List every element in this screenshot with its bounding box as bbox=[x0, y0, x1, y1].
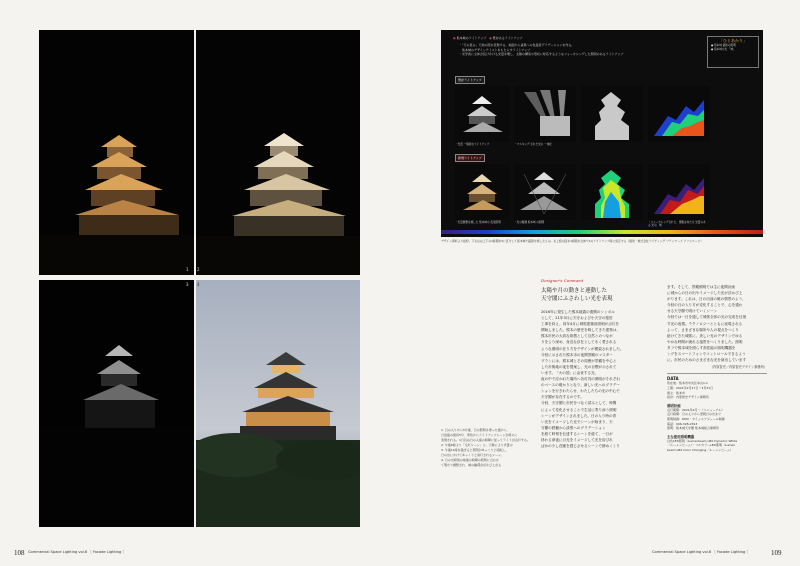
left-footer-text: Commercial Space Lighting vol.6 ［ Facade Lighting ］ bbox=[28, 550, 127, 554]
panel-top-label: 既存ライトアップ bbox=[455, 76, 485, 84]
fixtures-lines bbox=[667, 439, 767, 453]
lighting-line: 点灯時間：日の入りから翌朝日の出まで bbox=[667, 412, 722, 417]
diagram-bullets bbox=[459, 43, 699, 57]
right-line: がります。これは、日の出前の暁の情景のよう、 bbox=[667, 297, 746, 302]
comment-body bbox=[541, 309, 659, 449]
note-line-8: て明かり調整され、城の輪郭が浮かび上がる bbox=[441, 463, 502, 467]
comment-line: りをより深め、身近な存在として永く愛される bbox=[541, 340, 617, 345]
bullet-2: 熊本城のデザインテイストをもたらすライトアップ bbox=[459, 47, 531, 52]
fixture-line: ／ルーメンビーム）・フルカラーLED照明（Lumen bbox=[667, 443, 736, 448]
color-scale-bar bbox=[441, 230, 763, 234]
castle-2-illustration bbox=[196, 30, 360, 275]
note-line-6: 日の出にかけてゆっくりと消灯されるシーン。 bbox=[441, 453, 504, 457]
comment-line: ションを行きわたらせ、わたしたちの光の中心で bbox=[541, 389, 620, 394]
data-line: 工期：2021年2月17日〜3月31日 bbox=[667, 386, 714, 391]
data-line: 施主：熊本市 bbox=[667, 390, 686, 395]
comment-label: Designer's Comment bbox=[541, 278, 584, 283]
comment-line: のベースの明かりとなり、新しい光へのグラデー bbox=[541, 383, 620, 388]
note-line-3: 表現される。1日目は日の入後の時間に従ってライトが点灯する。 bbox=[441, 438, 530, 442]
panel-existing-heatmap bbox=[648, 86, 710, 142]
lighting-line: 照明：熊本城天守閣 熊本城総合事務所 bbox=[667, 426, 719, 431]
caption-b2: ・光の階調 熊本城 の照明 bbox=[514, 221, 545, 224]
legend-b: 既存あるライトアップ bbox=[492, 36, 523, 40]
right-line: に城からの日の出やイメージした光が浮かび上 bbox=[667, 291, 743, 296]
castle-3-illustration bbox=[39, 280, 194, 527]
right-column bbox=[667, 284, 767, 453]
panel-new-beams bbox=[514, 164, 576, 220]
caption-b3: ・フォーカシングされた、情報を持たせ 光量のある 光の、城 bbox=[648, 221, 706, 228]
right-column-body bbox=[667, 284, 767, 363]
note-line-7: 4. 日の出時刻の前後の時間の照明に合わせ bbox=[441, 458, 499, 462]
comment-line: 今回、天守閣と市民をつなぐ試みとして、時間 bbox=[541, 401, 617, 406]
lighting-heading: 照明計画 bbox=[667, 403, 681, 408]
castle-4-illustration bbox=[196, 280, 360, 527]
right-line: す光の表情。テクノロジーとともに表現される bbox=[667, 321, 743, 326]
photo-number-1: 1 bbox=[186, 267, 189, 272]
lighting-line: 点灯期間：2021年4月〜（リニューアル） bbox=[667, 407, 725, 412]
right-line: タフで熊本城を照らす高性能の照明機器を bbox=[667, 345, 736, 350]
comment-line: 開始しました。熊本の歴史を映してきた建物は、 bbox=[541, 328, 621, 333]
comment-line: ばかの少し荘厳を感じさせるシーンで締めくくり bbox=[541, 444, 620, 449]
castle-photo-1-night-warm bbox=[39, 30, 194, 275]
comment-line: い光をイメージした光でシーンが始まり、天 bbox=[541, 419, 613, 424]
right-line: 続けてきた城郭に、美しい光のデザインでゆる bbox=[667, 333, 743, 338]
right-line: ングをスマートフォンでコントロールできるよう bbox=[667, 352, 746, 357]
right-line: 今回の日の入り方が変化することで、心を通わ bbox=[667, 303, 743, 308]
bullet-3: ・光学的に全体が投げかける光量を増し、太陽の構造や形状に呼応するようなフォーカシングした照明のあるライトアップ bbox=[459, 52, 624, 57]
data-line: 設計：内原智史デザイン事務所 bbox=[667, 395, 709, 400]
left-page-number: 108 bbox=[14, 549, 25, 557]
panel-new-profile bbox=[581, 164, 643, 220]
comment-line: 2016年に発生した熊本地震の復興のシンボル bbox=[541, 310, 615, 314]
castle-photo-2-night-white bbox=[196, 30, 360, 275]
right-line: ます。そして、景観照明では主に夜間計画 bbox=[667, 285, 735, 289]
caption-b1: ・光量調整を施した 熊本城の 夜景照明 bbox=[455, 221, 501, 224]
panel-existing-beams bbox=[514, 86, 576, 142]
comment-line: 熊本市民の大切な象徴として自然とのつなが bbox=[541, 334, 613, 339]
right-line: よって、さまざまな場所や人の視点をつくり bbox=[667, 327, 739, 332]
diagram-caption: デザイン資料より抜粋。下左右は上下の1時間を5に区分して熊本城で撮影を施したもの。右上組の図を1時間を全体で1のライトアップ時に設定する（提供・株式会社ライティング プランナーズ アソシエーツ） bbox=[441, 239, 704, 243]
panel-existing-profile bbox=[581, 86, 643, 142]
right-line: せる天守閣で明けていくシーン bbox=[667, 309, 718, 314]
lighting-line: 電話：096-328-2393 bbox=[667, 421, 698, 426]
data-line: 所在地：熊本市中央区本丸1-1 bbox=[667, 381, 708, 386]
lighting-design-diagram bbox=[441, 30, 763, 237]
castle-photo-4-dusk bbox=[196, 280, 360, 527]
note-line-4: 2. 午後6時より「全灯シーン」に。天候により光量の bbox=[441, 443, 513, 447]
panel-new-heatmap bbox=[648, 164, 710, 220]
numbered-notes bbox=[441, 428, 537, 468]
note-line-2: 日没後の最初5分、青色からライトアップシーンが徐々に bbox=[441, 433, 518, 437]
comment-line: ような照明の在り方をデザインが模索されました。 bbox=[541, 346, 624, 351]
bullet-1: ・「天の恵み」天地の照を表現する。地面から漆黒への色温度グラデーションを作る。 bbox=[459, 43, 575, 47]
right-footer-text: Commercial Space Lighting vol.6 ［ Facade Lighting ］ bbox=[652, 550, 751, 554]
comment-line: 今回に示された熊本市の夜間景観のマスター bbox=[541, 352, 613, 357]
photo-number-4: 4 bbox=[197, 282, 200, 287]
comment-title-line-1: 太陽や月の動きと連動した bbox=[541, 288, 608, 294]
comment-line: 夜の中で浮かれた場所へ各灯具の照明がそれぞれ bbox=[541, 377, 621, 382]
comment-line: 守閣の鉄柵から漆黒へのグラデーション bbox=[541, 425, 606, 430]
comment-line: 天守閣が存在するのです。 bbox=[541, 395, 584, 400]
fixture-line: 白色LED照明（Lumenbeam LBX Dynamic White bbox=[667, 438, 738, 443]
comment-line: 終わる深夜に月光をイメージして光を浴びれ bbox=[541, 437, 613, 442]
comment-line: によって変化させることで生活に寄り添う照明 bbox=[541, 407, 617, 412]
photo-number-3: 3 bbox=[186, 282, 189, 287]
right-info-title: 「ひとあかり」 bbox=[719, 38, 747, 43]
comment-line: います。「火の国」に由来する光、 bbox=[541, 370, 599, 375]
data-heading: DATA bbox=[667, 373, 767, 381]
right-line: 今回では一日を通して城郭全体の光の完成を目指 bbox=[667, 315, 747, 320]
note-line-5: 3. 午後11時を過ぎると照明がゆっくりと暗転し、 bbox=[441, 448, 509, 452]
castle-photo-3-night-dim bbox=[39, 280, 194, 527]
panel-new-photo bbox=[455, 164, 509, 220]
credit: （内原智史／内原智史デザイン事務所） bbox=[709, 365, 767, 370]
lighting-line: 照明制御：DMX・タイムスケジュール制御 bbox=[667, 416, 725, 421]
note-line-1: 1. 日の入りから5分後、日の照明を得った後から、 bbox=[441, 428, 510, 432]
panel-bottom-label: 新規ライトアップ bbox=[455, 154, 485, 162]
lighting-lines bbox=[667, 408, 767, 431]
panel-existing-photo bbox=[455, 86, 509, 142]
comment-line: シーンがデザインされました。日の入り時の青 bbox=[541, 413, 617, 418]
comment-line: を経て時刻を伝達するシーンを経て、一日が bbox=[541, 431, 613, 436]
right-line: に。市民のためのさまざまな光を演出しています bbox=[667, 358, 747, 363]
comment-title-line-2: 天守閣にふさわしい光を表現 bbox=[541, 296, 613, 302]
comment-line: 工事を終え、同年4月に城郭建築用照明が点灯を bbox=[541, 322, 619, 327]
designers-comment bbox=[541, 278, 659, 449]
caption-a1: ・光量 一般的なライトアップ bbox=[455, 143, 490, 146]
right-info-box bbox=[707, 36, 759, 68]
data-lines bbox=[667, 381, 767, 399]
legend-a: 熊本城のライトアップ bbox=[456, 36, 487, 40]
photo-number-2: 2 bbox=[197, 267, 200, 272]
diagram-legend: ● 熊本城のライトアップ ● 既存あるライトアップ bbox=[453, 36, 523, 40]
right-info-line-2: ● 熊本城の光 「城」 bbox=[711, 48, 736, 52]
caption-a2: ・マスキング された光の 一体化 bbox=[514, 143, 552, 146]
right-info-line-1: ● 熊本城 最新の照明 bbox=[711, 43, 736, 47]
right-line: やかな時間が流れる風景をつくりました。照明 bbox=[667, 339, 743, 344]
fixture-line: beam LBX Color Changing／ルーメンビーム） bbox=[667, 447, 733, 452]
comment-line: として、21年3月に天守および小天守の復旧 bbox=[541, 316, 613, 321]
right-page-number: 109 bbox=[771, 549, 782, 557]
comment-line: した市街地の夜を提案し、光の目標が示されて bbox=[541, 364, 617, 369]
castle-1-illustration bbox=[39, 30, 194, 275]
comment-line: プランには、熊本城とその周囲が景観を中心と bbox=[541, 358, 617, 363]
fixtures-heading: 主な使用照明機器 bbox=[667, 434, 695, 439]
